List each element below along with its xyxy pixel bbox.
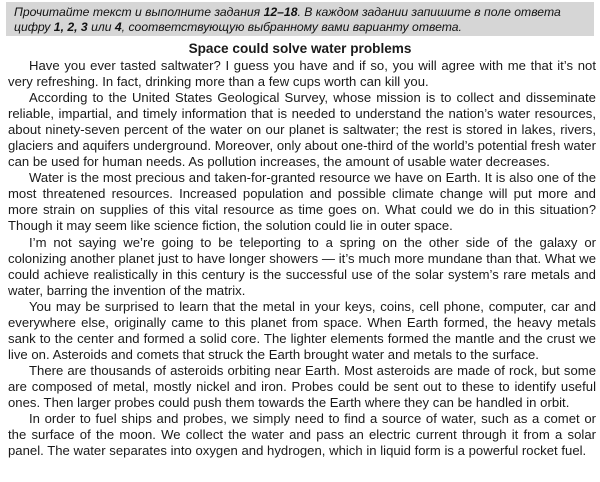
instruction-middle: . В каждом задании запишите в поле ответа цифру [14, 5, 561, 34]
task-range: 12–18 [263, 5, 298, 19]
article-title: Space could solve water problems [188, 41, 412, 56]
task-instruction-box [6, 2, 594, 36]
digit-options: 1, 2, 3 [53, 20, 88, 34]
article-body [8, 58, 596, 459]
paragraph-4: I’m not saying we’re going to be teleporting to a spring on the other side of the galaxy or colonizing another planet just to have longer showers — it’s much more mundane than that. What we could achieve realistically in this century is the successful use of the solar system’s rare metals and water, barring the invention of the matrix. [8, 234, 596, 298]
paragraph-6: There are thousands of asteroids orbiting near Earth. Most asteroids are made of rock, but some are composed of metal, mostly nickel and iron. Probes could be sent out to these to identify useful ones. Then larger probes could push them towards the Earth where they can be handled in orbit. [8, 362, 596, 410]
or-word: или [87, 20, 115, 34]
paragraph-2: According to the United States Geological Survey, whose mission is to collect and disseminate reliable, impartial, and timely information that is needed to understand the nation’s water resources, about ninety-seven percent of the water on our planet is saltwater; the rest is stored in lakes, rivers, glaciers and aquifers underground. Moreover, only about one-third of the world’s potential fresh water can be used for human needs. As pollution increases, the amount of usable water decreases. [8, 90, 596, 170]
last-digit: 4 [114, 20, 122, 34]
paragraph-1: Have you ever tasted saltwater? I guess you have and if so, you will agree with me that it’s not very refreshing. In fact, drinking more than a few cups worth can kill you. [8, 58, 596, 90]
instruction-suffix: , соответствующую выбранному вами варианту ответа. [121, 20, 462, 34]
instruction-prefix: Прочитайте текст и выполните задания [14, 5, 264, 19]
paragraph-7: In order to fuel ships and probes, we simply need to find a source of water, such as a comet or the surface of the moon. We collect the water and pass an electric current through it from a solar panel. The water separates into oxygen and hydrogen, which in liquid form is a powerful rocket fuel. [8, 411, 596, 459]
paragraph-3: Water is the most precious and taken-for-granted resource we have on Earth. It is also one of the most threatened resources. Increased population and possible climate change will put more and more strain on supplies of this vital resource as time goes on. What could we do in this situation? Though it may seem like science fiction, the solution could lie in outer space. [8, 170, 596, 234]
paragraph-5: You may be surprised to learn that the metal in your keys, coins, cell phone, computer, car and everywhere else, originally came to this planet from space. When Earth formed, the heavy metals sank to the center and formed a solid core. The lighter elements formed the mantle and the crust we live on. Asteroids and comets that struck the Earth brought water and metals to the surface. [8, 298, 596, 362]
